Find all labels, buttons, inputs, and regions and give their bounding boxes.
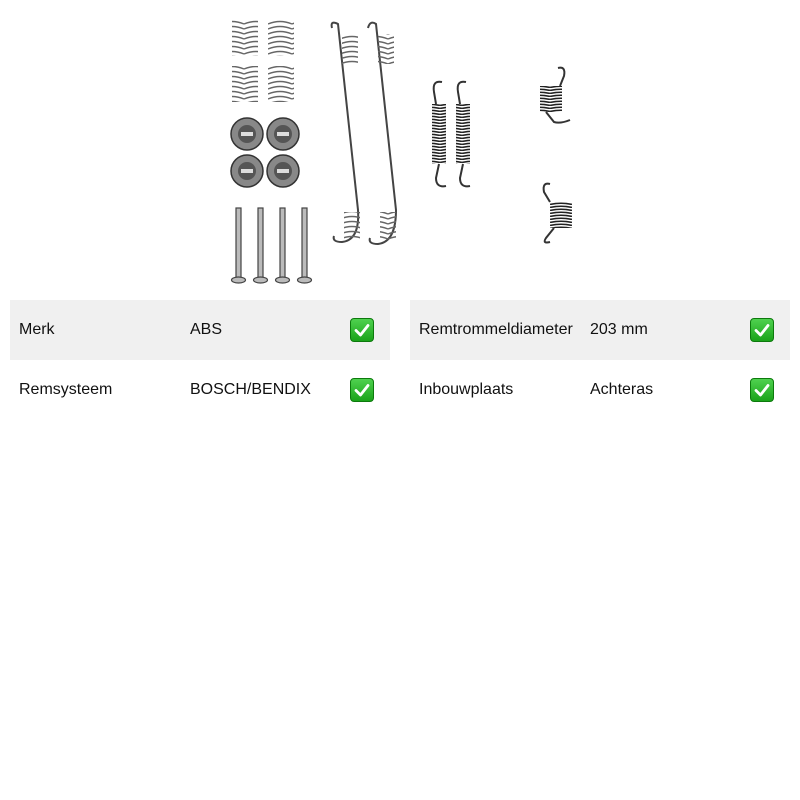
spec-value: BOSCH/BENDIX (190, 381, 311, 398)
check-mark-icon (350, 318, 374, 342)
small-hook-springs (540, 68, 572, 243)
spec-row-inbouwplaats (410, 360, 790, 420)
spec-label: Remsysteem (19, 381, 113, 398)
spec-table-left (10, 300, 390, 420)
spec-row-remtrommeldiameter (410, 300, 790, 360)
spec-table-right (410, 300, 790, 420)
hold-down-springs (232, 20, 294, 102)
check-mark-icon (750, 378, 774, 402)
spec-value: Achteras (590, 381, 654, 398)
spec-label: Inbouwplaats (419, 381, 514, 398)
spring-cups (231, 118, 299, 187)
spec-label: Merk (19, 321, 55, 338)
check-mark-icon (350, 378, 374, 402)
product-image (220, 10, 590, 290)
check-mark-icon (750, 318, 774, 342)
spec-value: ABS (190, 321, 223, 338)
brake-shoe-fitting-kit-image (220, 10, 590, 290)
spec-row-remsysteem (10, 360, 390, 420)
spec-row-merk (10, 300, 390, 360)
long-return-springs (332, 23, 396, 244)
spec-label: Remtrommeldiameter (419, 321, 573, 338)
adjuster-springs (432, 82, 470, 187)
spec-value: 203 mm (590, 321, 648, 338)
hold-down-pins (232, 208, 312, 283)
